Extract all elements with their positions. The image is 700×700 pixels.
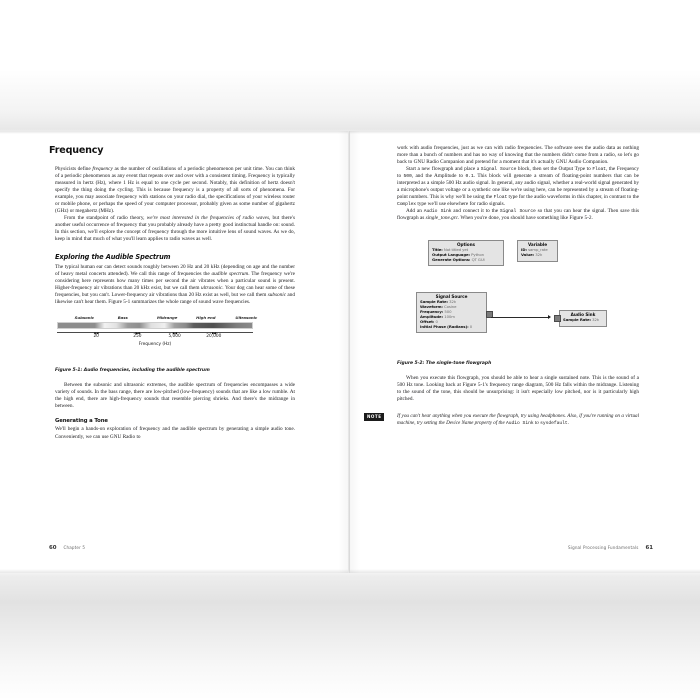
running-head: Signal Processing Fundamentals <box>568 545 639 550</box>
paragraph: We'll begin a hands-on exploration of frequency and the audible spectrum by generating a simple audio tone. Conveniently, we can use GNU Radio to <box>55 426 295 440</box>
audio-sink-input-port <box>554 315 561 322</box>
block-row: Sample Rate: 32k <box>420 299 457 305</box>
flowgraph-connection-arrow <box>548 315 551 319</box>
frequency-band-label: Bass <box>117 314 128 320</box>
axis-tick-label: 20,000 <box>206 333 222 339</box>
note-badge: NOTE <box>364 413 384 421</box>
block-row: Offset: 0 <box>420 318 438 324</box>
flowgraph-block-options <box>428 240 504 267</box>
block-row: Sample Rate: 32k <box>563 317 600 323</box>
figure-5-1-tick-labels <box>57 334 253 341</box>
left-page <box>0 131 348 573</box>
paragraph: Add an Audio Sink and connect it to the Signal Source so that you can hear the signal. Then save this flowgraph as single_tone.grc. When you're done, you should have something like Figure 5-2. <box>397 208 639 222</box>
axis-tick-label: 20 <box>93 333 99 339</box>
block-row: Initial Phase (Radians): 0 <box>420 323 473 329</box>
paragraph: Between the subsonic and ultrasonic extremes, the audible spectrum of frequencies encompasses a wide variety of sounds. In the bass range, there are low-pitched (low-frequency) sounds that are like a low rumble. At the high end, there are high-frequency sounds that resemble piercing shrieks. And there's the midrange in between. <box>55 381 295 409</box>
frequency-band-label: Subsonic <box>74 314 94 320</box>
figure-5-2-caption: Figure 5-2: The single-tone flowgraph <box>397 360 492 366</box>
figure-5-1 <box>55 315 295 361</box>
note-text: If you can't hear anything when you execute the flowgraph, try using headphones. Also, if you're running on a virtual machine, try setting the Device Name property of the Audio Sink to sysdefault. <box>397 412 639 426</box>
axis-tick-label: 5,000 <box>168 333 181 339</box>
block-row: Waveform: Cosine <box>420 304 457 310</box>
flowgraph-connection-wire <box>491 317 549 318</box>
block-rows <box>432 248 500 263</box>
block-row: Frequency: 500 <box>420 309 452 315</box>
figure-5-1-axis-title: Frequency (Hz) <box>138 341 172 347</box>
paragraph: Start a new flowgraph and place a Signal Source block, then set the Output Type to Float, the Frequency to 500, and the Amplitude to 0.1. This block will generate a stream of floating-point numbers that can be interpreted as a simple 500 Hz audio signal. In general, any audio signal, whether a real-world signal generated by a microphone's output voltage or a synthetic one like we're using here, can be represented by a stream of floating-point numbers. This is why we'll be using the Float type for the audio waveforms in this chapter, in contrast to the Complex type we'll use elsewhere for radio signals. <box>397 166 640 208</box>
axis-line <box>57 332 253 333</box>
left-page-footer <box>49 545 85 551</box>
frequency-band-label: Ultrasonic <box>235 314 258 320</box>
axis-tick-label: 250 <box>133 333 142 339</box>
block-rows <box>420 300 483 329</box>
block-row: Title: Not titled yet <box>432 247 469 253</box>
figure-5-1-caption: Figure 5-1: Audio frequencies, including the audible spectrum <box>55 367 210 373</box>
paragraph: work with audio frequencies, just as we can with radio frequencies. The software sees the audio data as nothing more than a bunch of numbers and has no way of knowing that the numbers didn't come from a radio, so let's go back to GNU Radio Companion and pretend for a moment that it's actually GNU Audio Companion. <box>397 145 639 166</box>
block-row: Output Language: Python <box>432 252 484 258</box>
running-head: Chapter 5 <box>63 545 86 550</box>
block-row: Value: 32k <box>521 252 543 258</box>
block-title: Variable <box>527 242 548 248</box>
page-number: 60 <box>49 545 57 551</box>
paragraph: Physicists define frequency as the number of oscillations of a periodic phenomenon per unit time. You can think of a periodic phenomenon as any event that repeats over and over with a consistent timing. Frequency is typically measured in hertz (Hz), where 1 Hz is equal to one cycle per second. Notably, this definition of hertz doesn't specify the thing doing the cycling. This is because frequency is a property of all sorts of phenomena. For example, you may associate frequency with stations on your radio dial, the specifications of your wireless router or mobile phone, or perhaps the speed of your computer processor, probably given as some number of gigahertz (GHz) or megahertz (MHz). <box>55 166 295 215</box>
block-row: Generate Options: QT GUI <box>432 257 485 263</box>
paragraph: The typical human ear can detect sounds roughly between 20 Hz and 20 kHz (depending on age and the number of heavy metal concerts attended). We call this range of frequencies the audible spectrum. The frequency we're considering here represents how many times per second the air vibrates when a particular sound is present. Higher-frequency air vibrations than 20 kHz exist, but we call them ultrasonic. Your dog can hear some of these frequencies, but you can't. Lower-frequency air vibrations than 20 Hz exist as well, but we call them subsonic and likewise can't hear them. Figure 5-1 summarizes the whole range of sound wave frequencies. <box>55 263 295 305</box>
page-number: 61 <box>645 545 653 551</box>
note-callout <box>367 412 639 427</box>
right-page <box>350 131 700 573</box>
frequency-band-label: High end <box>196 314 216 320</box>
right-page-footer <box>568 545 653 551</box>
block-row: Amplitude: 100m <box>420 314 455 320</box>
flowgraph-block-signal-source <box>416 292 487 334</box>
block-title: Signal Source <box>435 294 468 300</box>
section-heading-generating-a-tone: Generating a Tone <box>55 417 108 424</box>
block-rows <box>563 318 603 323</box>
frequency-gradient-bar <box>57 322 253 330</box>
figure-5-1-band-labels <box>57 314 258 322</box>
flowgraph-block-variable <box>517 240 558 262</box>
block-rows <box>521 248 554 258</box>
frequency-band-label: Midrange <box>156 314 178 320</box>
page-title: Frequency <box>49 145 104 156</box>
flowgraph-block-audio-sink <box>559 310 607 327</box>
block-title: Options <box>457 242 475 248</box>
section-heading-audible-spectrum: Exploring the Audible Spectrum <box>55 252 171 261</box>
paragraph: When you execute this flowgraph, you should be able to hear a single sustained note. This is the sound of a 500 Hz tone. Looking back at Figure 5-1's frequency range diagram, 500 Hz falls within the midrange. Listening to the sound of the tone, this should be unsurprising: it isn't especially low pitched, nor is it particularly high pitched. <box>397 374 639 402</box>
left-page-text-column <box>49 145 295 441</box>
block-row: ID: samp_rate <box>521 247 548 253</box>
block-title: Audio Sink <box>570 312 596 318</box>
right-page-text-column <box>367 145 640 427</box>
figure-5-2 <box>397 232 639 360</box>
paragraph: From the standpoint of radio theory, we're most interested in the frequencies of radio waves, but there's another useful occurrence of frequency that you probably already have a pretty good instinctual handle on: sound. In this section, we'll explore the concept of frequency through the more intuitive lens of sound waves. As we do, keep in mind that much of what you'll learn applies to radio waves as well. <box>55 215 295 243</box>
